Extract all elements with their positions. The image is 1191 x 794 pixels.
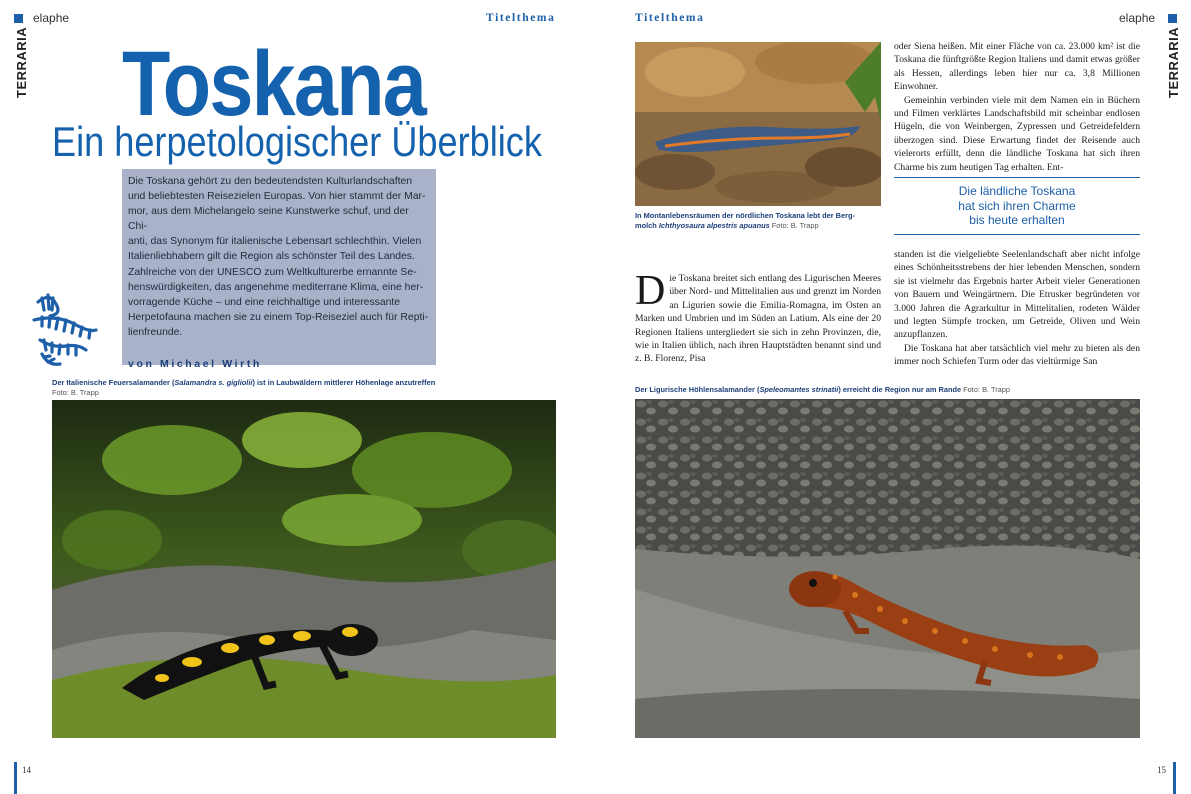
dropcap: D [635,268,666,314]
caption-species: Ichthyosaura alpestris apuanus [658,221,770,230]
header-section-left: Titelthema [486,12,556,24]
caption-credit: Foto: B. Trapp [963,385,1011,394]
intro-line: Italienliebhabern gilt die Region als schönster Teil des Landes. [128,251,415,263]
caption-hoehlensalamander [635,385,1140,395]
header-section-right: Titelthema [635,12,705,24]
caption-bergmolch [635,211,881,231]
pull-quote-line: hat sich ihren Charme [958,198,1076,213]
header-square-left [14,14,23,23]
photo-hoehlensalamander [635,399,1140,738]
page-number-left: 14 [22,765,31,775]
intro-line: lienfreunde. [128,326,183,338]
caption-text: molch [635,221,659,230]
body-column-1 [635,268,881,366]
caption-text: ) erreicht die Region nur am Rande [838,385,962,394]
intro-text [128,174,430,340]
header-brand-left: elaphe [33,11,70,25]
caption-text: Der Italienische Feuersalamander ( [52,378,175,387]
intro-line: Die Toskana gehört zu den bedeutendsten Kulturlandschaften [128,176,413,187]
intro-line: Zahlreiche von der UNESCO zum Weltkulturerbe ernannte Se- [128,266,417,278]
photo-feuersalamander [52,400,556,738]
caption-text: In Montanlebensräumen der nördlichen Toskana lebt der Berg- [635,211,855,220]
body-column-2-top [894,40,1140,174]
intro-line: vorragende Küche – und eine reichhaltige und interessante [128,296,401,308]
body-paragraph: Die Toskana hat aber tatsächlich viel mehr zu bieten als den immer noch Schiefen Turm oder das vieltürmige San [894,342,1140,368]
pull-quote-line: bis heute erhalten [969,213,1065,227]
intro-line: Herpetofauna machen sie zu einem Top-Reiseziel auch für Repti- [128,311,429,323]
snake-emblem-icon [28,290,100,370]
body-paragraph: ie Toskana breitet sich entlang des Ligurischen Meeres über Nord- und Mittelitalien aus und grenzt im Norden an Ligurien sowie die Emilia-Romagna, im Osten an Marken und Umbrien und im Süden an Latium. Als eine der 20 Regionen Italiens untergliedert sie sich in zehn Provinzen, die, wie in Italien üblich, nach ihren Hauptstädten benannt sind und z. B. Florenz, Pisa [635,273,881,365]
intro-line: mor, aus dem Michelangelo seine Kunstwerke schuf, und der Chi- [128,206,409,233]
header-square-right [1168,14,1177,23]
article-subtitle: Ein herpetologischer Überblick [52,118,542,165]
caption-text: Der Ligurische Höhlensalamander ( [635,385,760,394]
body-paragraph: standen ist die vielgeliebte Seelenlandschaft aber nicht infolge eines Schönheitsstrebens der hier lebenden Menschen, sondern sie ist vielmehr das Ergebnis harter Arbeit vieler Generationen von Bauern und Weingärtnern. Die Etrusker begründeten vor 3.000 Jahren die Agrarkultur in Mittelitalien, rodeten Wälder und legten Sümpfe trocken, um Getreide, Oliven und Wein anzupflanzen. [894,249,1140,341]
caption-species: Speleomantes strinatii [759,385,839,394]
caption-feuersalamander [52,378,556,398]
intro-line: und beliebtesten Reisezielen Europas. Von hier stammt der Mar- [128,191,426,203]
pull-quote-line: Die ländliche Toskana [958,184,1076,198]
page-bar-left [14,762,17,794]
pull-quote [894,177,1140,235]
page-number-right: 15 [1157,765,1166,775]
caption-credit: Foto: B. Trapp [771,221,819,230]
article-title: Toskana [122,33,426,135]
caption-species: Salamandra s. gigliolii [174,378,253,387]
side-label-right: TERRARIA [1166,26,1181,98]
page-bar-right [1173,762,1176,794]
intro-line: anti, das Synonym für italienische Lebensart schlechthin. Vielen [128,236,422,248]
body-paragraph: oder Siena heißen. Mit einer Fläche von ca. 23.000 km² ist die Toskana die fünftgrößte Region Italiens und damit etwas größer als Hessen, allerdings leben hier nur ca. 3,8 Millionen Einwohner. [894,41,1140,93]
body-column-2-bottom [894,248,1140,369]
body-paragraph: Gemeinhin verbinden viele mit dem Namen ein in Büchern und Filmen verklärtes Landschaftsbild mit scheinbar endlosen Hügeln, die von Weinbergen, Zypressen und Getreidefeldern überzogen sind. Diese Erwartung findet der Reisende auch vielerorts erfüllt, denn die ländliche Toskana hat sich ihren Charme bis zum heutigen Tag erhalten. Ent- [894,94,1140,173]
byline: von Michael Wirth [128,358,262,371]
caption-credit: Foto: B. Trapp [52,388,99,397]
side-label-left: TERRARIA [14,26,29,98]
intro-box [122,169,436,371]
caption-text: ) ist in Laubwäldern mittlerer Höhenlage anzutreffen [252,378,436,387]
intro-line: henswürdigkeiten, das angenehme mediterrane Klima, eine her- [128,281,424,293]
photo-bergmolch [635,42,881,206]
header-brand-right: elaphe [1119,11,1156,25]
